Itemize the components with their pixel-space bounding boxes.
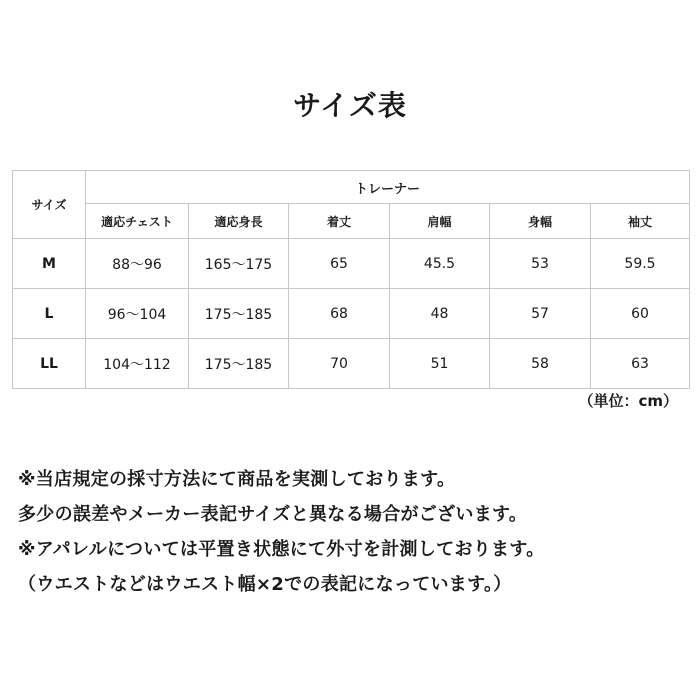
table-cell: 60: [591, 289, 690, 339]
column-header-chest: 適応チェスト: [86, 204, 189, 239]
column-header-sleeve: 袖丈: [591, 204, 690, 239]
page-title: サイズ表: [293, 89, 407, 122]
table-cell: 88〜96: [86, 239, 189, 289]
unit-note: （単位：cm）: [578, 392, 678, 410]
row-size-label: M: [13, 239, 86, 289]
notes-block: [18, 462, 688, 602]
column-header-width: 身幅: [490, 204, 591, 239]
size-table: [12, 170, 690, 389]
table-row: [13, 339, 690, 389]
note-line: ※アパレルについては平置き状態にて外寸を計測しております。: [18, 539, 545, 560]
row-size-label: L: [13, 289, 86, 339]
table-cell: 104〜112: [86, 339, 189, 389]
table-cell: 65: [289, 239, 390, 289]
column-header-length: 着丈: [289, 204, 390, 239]
table-cell: 53: [490, 239, 591, 289]
table-row: [13, 239, 690, 289]
table-header-row: [13, 204, 690, 239]
table-cell: 45.5: [390, 239, 490, 289]
table-cell: 70: [289, 339, 390, 389]
table-cell: 48: [390, 289, 490, 339]
table-group-row: [13, 171, 690, 204]
table-cell: 51: [390, 339, 490, 389]
table-cell: 175〜185: [189, 339, 289, 389]
table-cell: 59.5: [591, 239, 690, 289]
table-cell: 175〜185: [189, 289, 289, 339]
note-line: （ウエストなどはウエスト幅×2での表記になっています。）: [18, 574, 512, 595]
column-header-height: 適応身長: [189, 204, 289, 239]
table-cell: 57: [490, 289, 591, 339]
note-line: ※当店規定の採寸方法にて商品を実測しております。: [18, 469, 456, 490]
note-line: 多少の誤差やメーカー表記サイズと異なる場合がございます。: [18, 504, 528, 525]
table-cell: 58: [490, 339, 591, 389]
table-cell: 96〜104: [86, 289, 189, 339]
group-header-trainer: トレーナー: [86, 171, 690, 204]
table-cell: 68: [289, 289, 390, 339]
table-cell: 63: [591, 339, 690, 389]
row-size-label: LL: [13, 339, 86, 389]
column-header-shoulder: 肩幅: [390, 204, 490, 239]
table-cell: 165〜175: [189, 239, 289, 289]
corner-header-size: サイズ: [13, 171, 86, 239]
table-row: [13, 289, 690, 339]
